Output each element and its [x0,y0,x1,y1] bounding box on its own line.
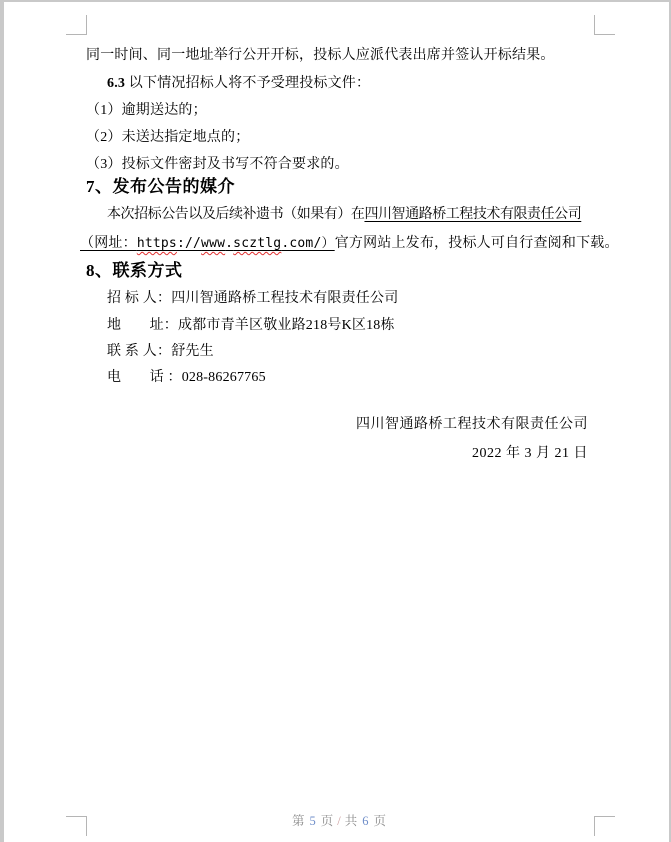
footer-current-page-number: 5 [309,814,317,828]
paragraph-text: 官方网站上发布，投标人可自行查阅和下载。 [334,236,619,251]
contact-label: 电 话 ： [107,370,182,385]
document-page[interactable] [4,2,669,842]
clause-6-3 [107,74,370,94]
section-7-paragraph-line-1 [107,205,581,225]
contact-value: 028-86267765 [181,370,266,385]
footer-label: 第 [291,814,306,828]
contact-value: 四川智通路桥工程技术有限责任公司 [171,291,399,306]
footer-label: 页 [373,814,388,828]
contact-row-phone [107,368,266,388]
footer-label: 共 [344,814,359,828]
url-dot: . [225,236,234,251]
url-www: www [201,236,226,251]
list-item-1: （1）逾期送达的； [86,103,207,118]
contact-label: 招 标 人： [107,291,172,306]
website-url-link[interactable] [80,236,335,251]
contact-label: 联 系 人： [107,344,172,359]
footer-total-page-number: 6 [362,814,370,828]
url-open-paren: （网址： [80,236,137,251]
company-link-text[interactable]: 四川智通路桥工程技术有限责任公司 [364,207,582,222]
contact-row-address [107,316,395,336]
url-close-paren: .com/） [281,236,335,251]
section-8-heading: 8、联系方式 [86,261,183,281]
paragraph-text: 本次招标公告以及后续补遗书（如果有）在 [107,207,365,222]
crop-mark-top-right [594,15,615,35]
list-item-3: （3）投标文件密封及书写不符合要求的。 [86,157,349,172]
contact-row-bidder [107,289,398,309]
contact-row-person [107,342,214,362]
url-host: scztlg [233,236,282,251]
contact-label: 地 址： [107,318,178,333]
clause-text: 以下情况招标人将不予受理投标文件： [125,76,371,91]
footer-label: 页 [320,814,335,828]
footer-slash: / [337,814,342,828]
url-scheme: https [136,236,177,251]
section-7-paragraph-line-2 [80,234,619,254]
crop-mark-top-left [66,15,87,35]
paragraph-continuation: 同一时间、同一地址举行公开开标，投标人应派代表出席并签认开标结果。 [86,48,555,63]
signature-company: 四川智通路桥工程技术有限责任公司 [356,417,588,432]
contact-value: 舒先生 [171,344,214,359]
section-7-heading: 7、发布公告的媒介 [86,177,235,197]
clause-number: 6.3 [107,76,126,91]
url-separator: :// [176,236,202,251]
page-footer [4,812,671,830]
contact-value: 成都市青羊区敬业路218号K区18栋 [178,318,395,333]
signature-date: 2022 年 3 月 21 日 [472,446,588,461]
list-item-2: （2）未送达指定地点的； [86,130,250,145]
